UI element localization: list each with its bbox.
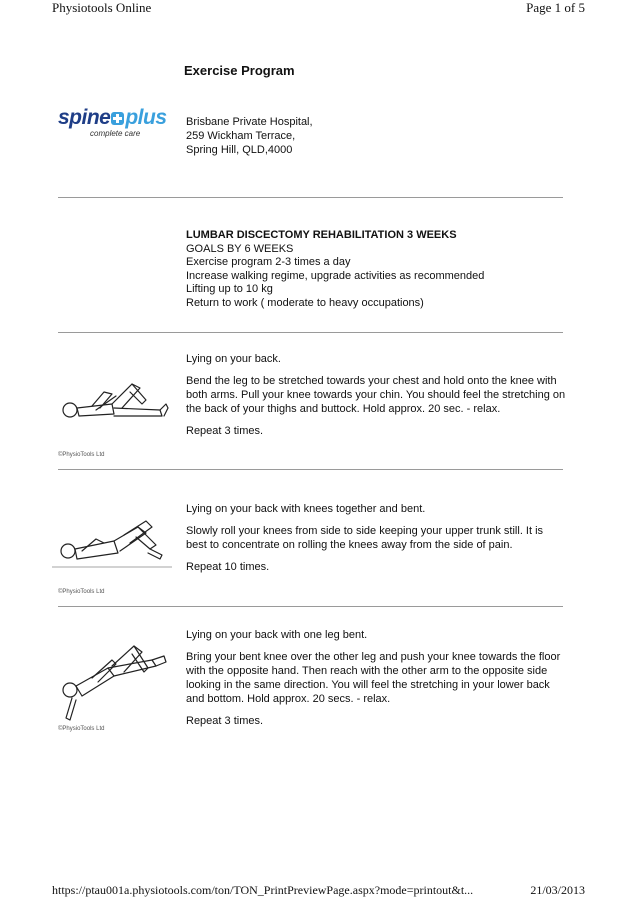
address-line: 259 Wickham Terrace,: [186, 130, 296, 142]
goal-line: GOALS BY 6 WEEKS: [186, 242, 294, 255]
program-heading: LUMBAR DISCECTOMY REHABILITATION 3 WEEKS: [186, 229, 457, 241]
exercise-2: [186, 502, 566, 582]
exercise-intro: Lying on your back.: [186, 353, 281, 365]
section-divider: [58, 606, 563, 607]
goal-line: Increase walking regime, upgrade activities as recommended: [186, 269, 485, 282]
exercise-repeat: Repeat 10 times.: [186, 561, 270, 573]
browser-footer-date: 21/03/2013: [530, 883, 585, 897]
address-line: Spring Hill, QLD,4000: [186, 144, 293, 156]
exercise-instructions: Bring your bent knee over the other leg and push your knee towards the floor with the opposite hand. Then reach with the other arm to the opposite side looking in the same direction. You will feel the stretching in your lower back and bottom. Hold approx. 20 secs. - relax.: [186, 651, 561, 705]
page-title: Exercise Program: [184, 63, 295, 78]
exercise-intro: Lying on your back with knees together and bent.: [186, 503, 426, 515]
exercise-instructions: Bend the leg to be stretched towards your chest and hold onto the knee with both arms. Pull your knee towards your chin. You should feel the stretching on the back of your thighs and buttock. Hold approx. 20 sec. - relax.: [186, 375, 566, 415]
logo-word-plus: plus: [125, 106, 167, 129]
goal-line: Return to work ( moderate to heavy occupations): [186, 296, 424, 309]
copyright-text: ©PhysioTools Ltd: [58, 589, 105, 595]
section-divider: [58, 469, 563, 470]
browser-header-page: Page 1 of 5: [526, 0, 585, 15]
exercise-1: [186, 352, 566, 446]
knee-roll-figure-icon: [52, 505, 172, 575]
program-goals: [186, 229, 484, 310]
copyright-text: ©PhysioTools Ltd: [58, 452, 105, 458]
exercise-intro: Lying on your back with one leg bent.: [186, 629, 368, 641]
section-divider: [58, 197, 563, 198]
exercise-repeat: Repeat 3 times.: [186, 425, 264, 437]
exercise-instructions: Slowly roll your knees from side to side keeping your upper trunk still. It is best to concentrate on rolling the knees away from the side of pain.: [186, 525, 544, 551]
logo-wordmark: [58, 106, 167, 130]
clinic-address: [186, 115, 313, 157]
browser-header-site: Physiotools Online: [52, 0, 152, 15]
copyright-text: ©PhysioTools Ltd: [58, 726, 105, 732]
logo-word-spine: spine: [58, 106, 111, 129]
spineplus-logo: [58, 106, 176, 140]
medical-cross-icon: [111, 112, 124, 125]
goal-line: Exercise program 2-3 times a day: [186, 256, 351, 268]
spinal-twist-figure-icon: [52, 638, 172, 728]
exercise-repeat: Repeat 3 times.: [186, 715, 264, 727]
section-divider: [58, 332, 563, 333]
exercise-3: [186, 628, 566, 736]
knee-to-chest-figure-icon: [52, 370, 172, 440]
logo-tagline: complete care: [90, 129, 141, 138]
goal-line: Lifting up to 10 kg: [186, 283, 273, 295]
browser-footer-url: https://ptau001a.physiotools.com/ton/TON_PrintPreviewPage.aspx?mode=printout&t...: [52, 883, 474, 897]
address-line: Brisbane Private Hospital,: [186, 116, 313, 128]
